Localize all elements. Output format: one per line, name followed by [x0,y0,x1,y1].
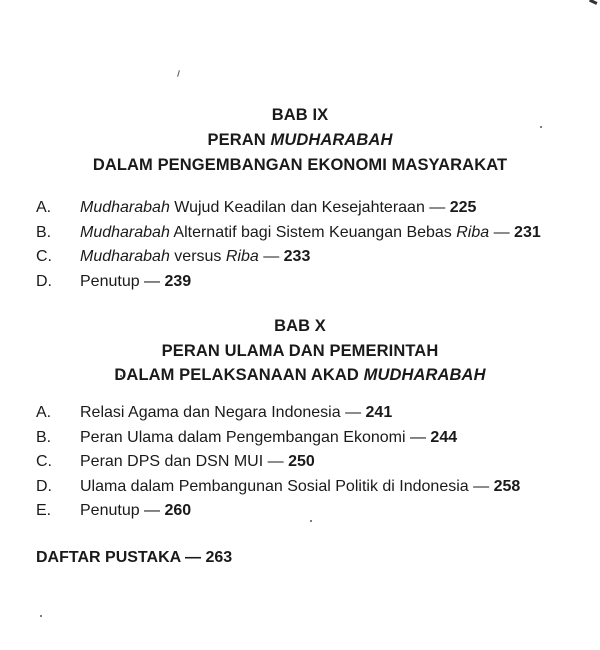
bab9-subtitle: PERAN MUDHARABAH [207,131,393,149]
entry-title: Ulama dalam Pembangunan Sosial Politik di Indonesia — [80,477,494,495]
scan-speck [540,126,542,128]
entry-title: Penutup — [80,272,165,290]
entry-title: Penutup — [80,502,165,519]
entry-letter: C. [36,248,52,265]
entry-title: Peran Ulama dalam Pengembangan Ekonomi — [80,428,431,446]
bab9-title: BAB IX [271,106,329,124]
entry-title: Mudharabah versus Riba — [80,248,284,265]
entry-page-number: 250 [288,453,315,470]
entry-page-number: 260 [164,502,192,519]
entry-page-number: 231 [514,223,541,241]
entry-page-number: 233 [283,248,311,265]
bab9-entry [36,248,310,266]
bab9-subtitle2: DALAM PENGEMBANGAN EKONOMI MASYARAKAT [92,156,508,174]
entry-page-number: 239 [164,272,192,290]
bab10-subtitle2: DALAM PELAKSANAAN AKAD MUDHARABAH [114,366,486,384]
entry-letter: A. [36,404,52,421]
bab9-entry [36,199,476,217]
bab10-title: BAB X [274,317,326,335]
entry-title: Mudharabah Wujud Keadilan dan Kesejahteraan — [80,199,450,216]
entry-letter: B. [36,223,52,241]
entry-page-number: 225 [449,199,477,216]
entry-title: Relasi Agama dan Negara Indonesia — [80,404,366,421]
scan-speck [310,520,312,522]
bab10-subtitle: PERAN ULAMA DAN PEMERINTAH [161,342,439,360]
bab10-entry [36,453,315,471]
entry-page-number: 241 [365,404,393,421]
entry-letter: D. [36,272,52,290]
entry-letter: B. [36,428,52,446]
entry-letter: A. [36,199,52,216]
entry-letter: D. [36,477,52,495]
bab9-entry [36,224,541,242]
entry-title: Mudharabah Alternatif bagi Sistem Keuangan Bebas Riba — [80,223,515,241]
entry-letter: C. [36,453,52,470]
bab10-entry [36,478,520,496]
bab10-entry [36,502,191,520]
scan-speck [177,70,180,77]
entry-page-number: 258 [493,477,521,495]
bab9-entry [36,273,191,291]
entry-page-number: 244 [430,428,458,446]
daftar-pustaka-entry: DAFTAR PUSTAKA — 263 [36,549,233,566]
entry-title: Peran DPS dan DSN MUI — [80,453,289,470]
scan-mark [586,0,597,10]
entry-letter: E. [36,502,52,519]
bab10-entry [36,429,457,447]
bab10-entry [36,404,392,422]
scan-speck [40,615,42,617]
